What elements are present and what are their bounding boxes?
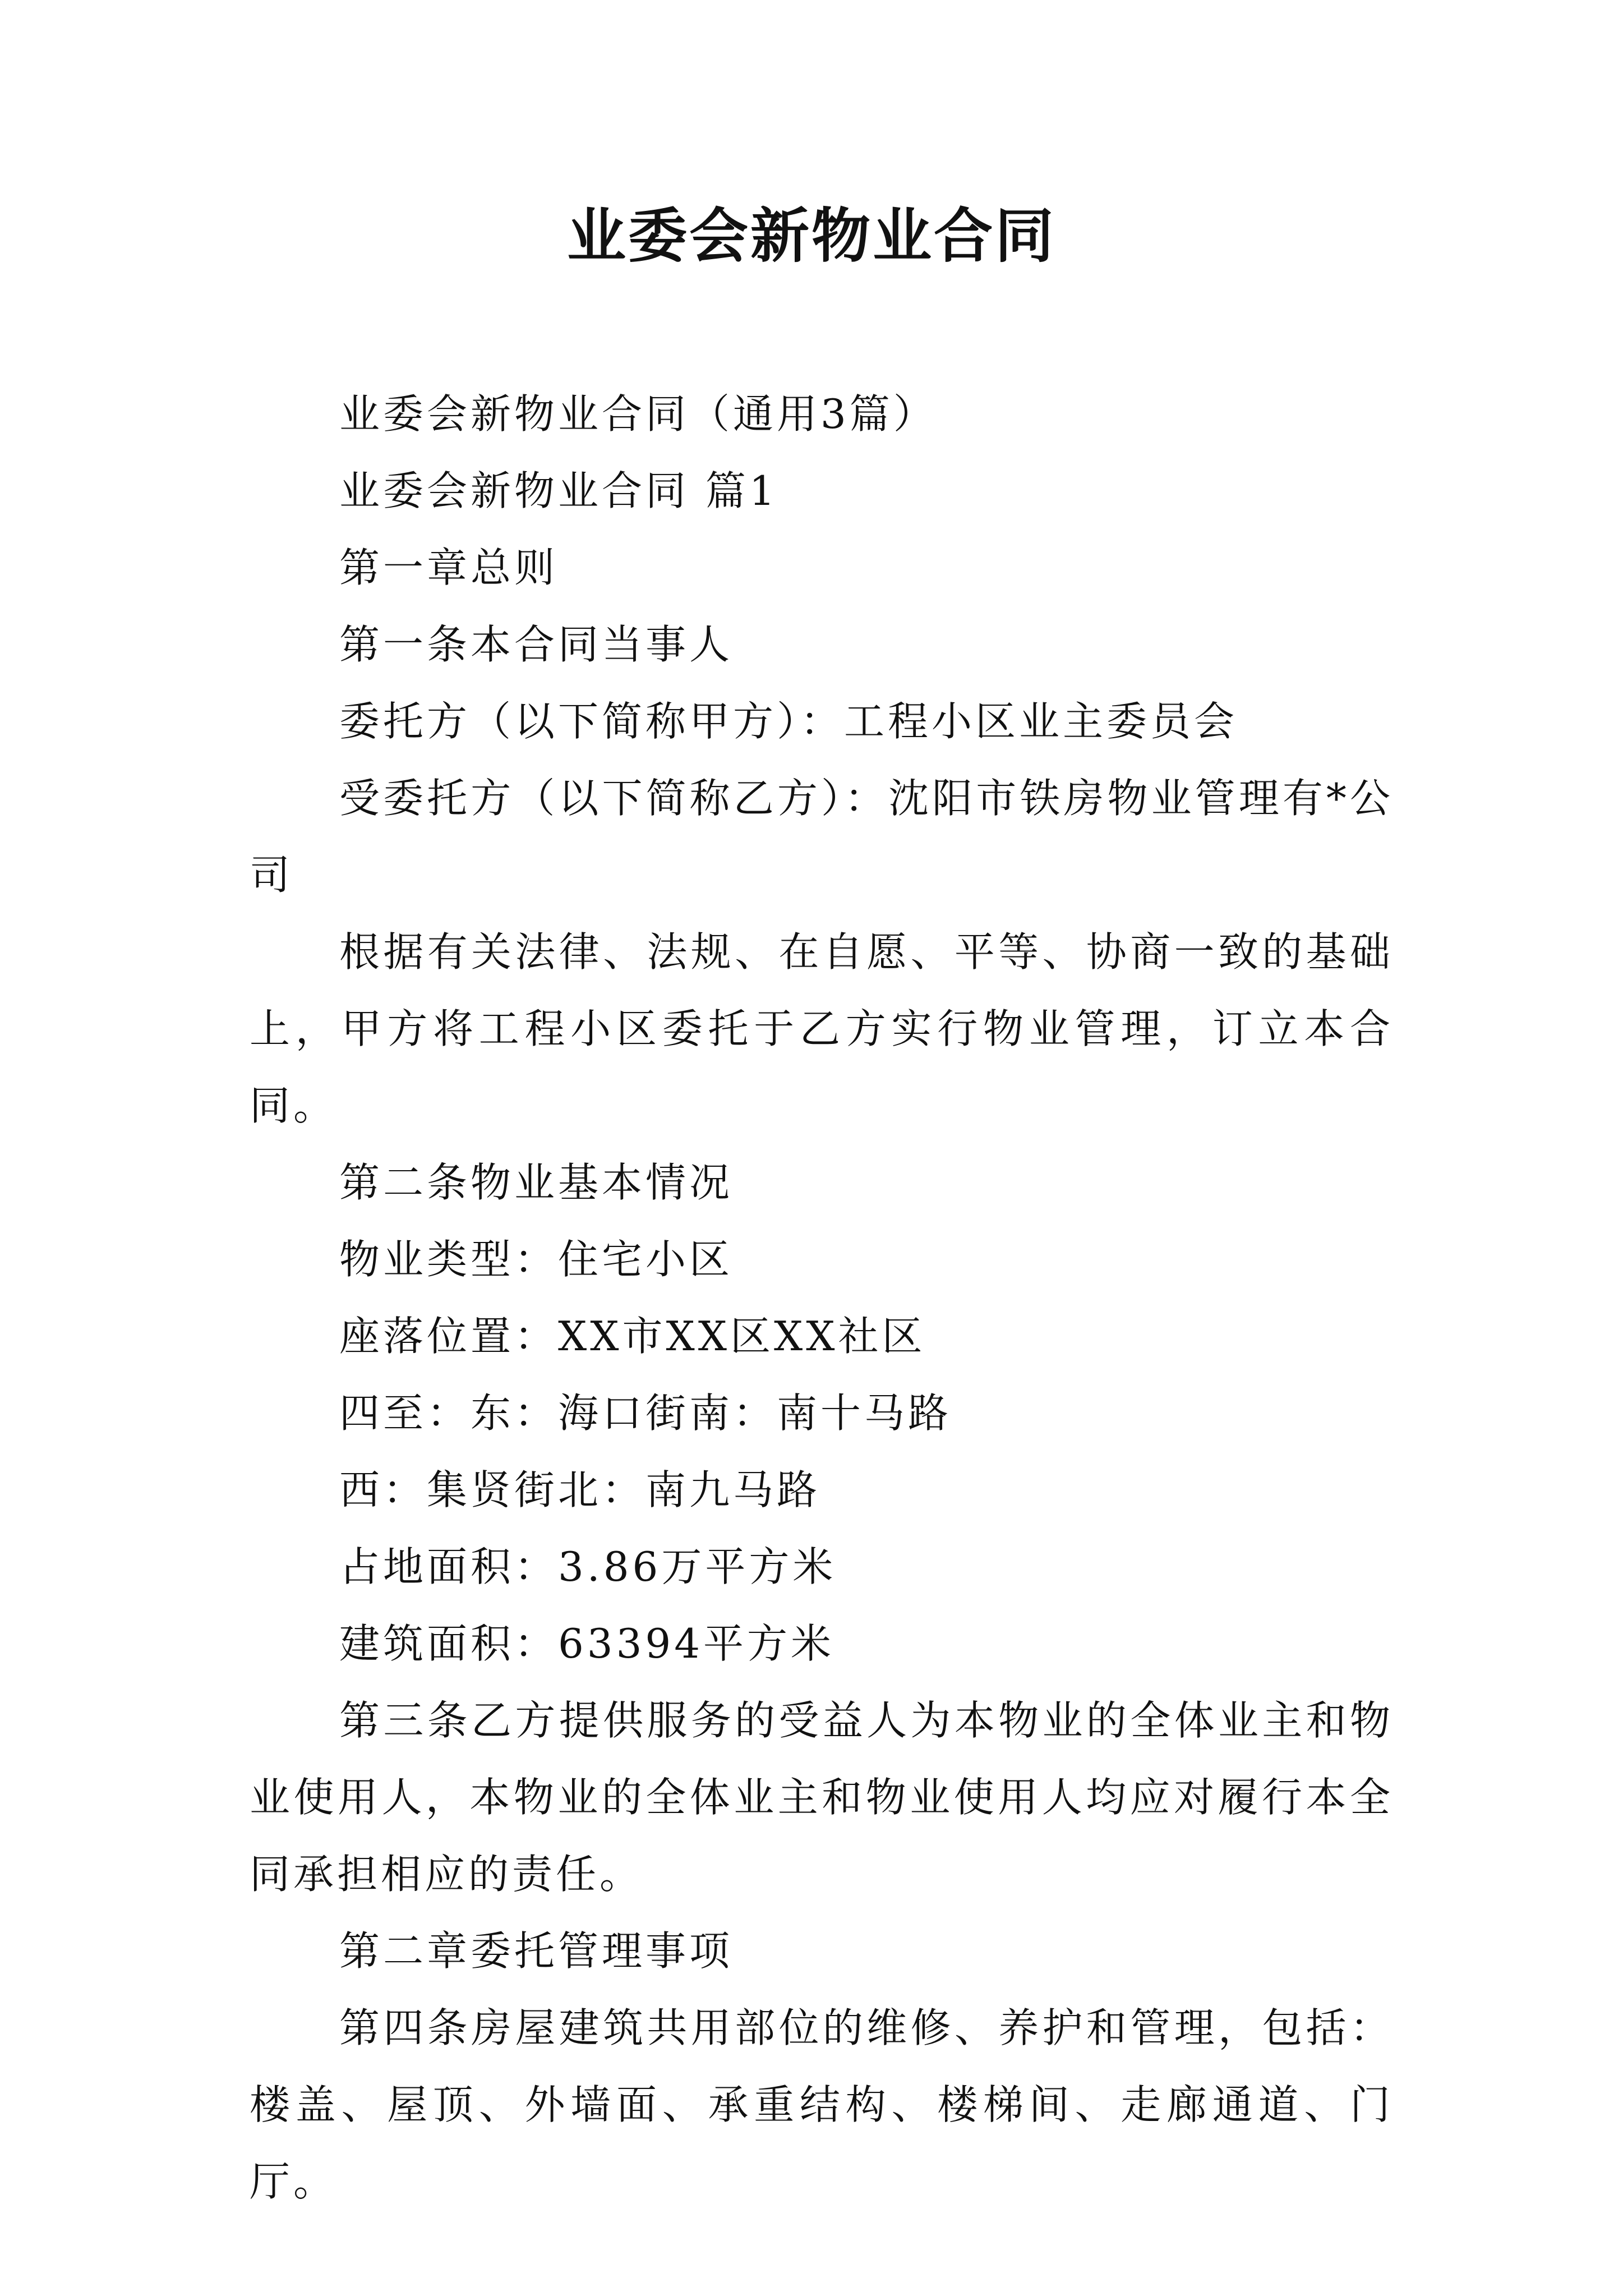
- paragraph: 物业类型：住宅小区: [339, 1236, 734, 1283]
- paragraph: 根据有关法律、法规、在自愿、平等、协商一致的基础上，甲方将工程小区委托于乙方实行物业管理，订立本合同。: [250, 928, 1394, 1129]
- paragraph: 建筑面积：63394平方米: [339, 1620, 835, 1667]
- paragraph: 第一条本合同当事人: [339, 621, 734, 668]
- paragraph: 业委会新物业合同（通用3篇）: [339, 390, 937, 438]
- document-title: 业委会新物业合同: [566, 201, 1056, 270]
- paragraph: 第三条乙方提供服务的受益人为本物业的全体业主和物业使用人，本物业的全体业主和物业使用人均应对履行本全同承担相应的责任。: [250, 1697, 1394, 1898]
- paragraph: 业委会新物业合同 篇1: [339, 467, 778, 514]
- paragraph: 受委托方（以下简称乙方）：沈阳市铁房物业管理有*公司: [250, 775, 1394, 899]
- paragraph: 第二章委托管理事项: [339, 1927, 734, 1975]
- document-body: [250, 376, 1394, 2220]
- paragraph: 四至：东：海口街南：南十马路: [339, 1389, 952, 1437]
- paragraph: 第一章总则: [339, 544, 559, 591]
- paragraph: 西：集贤街北：南九马路: [339, 1466, 821, 1513]
- paragraph: 座落位置：XX市XX区XX社区: [339, 1313, 926, 1360]
- paragraph: 委托方（以下简称甲方）：工程小区业主委员会: [339, 698, 1238, 745]
- paragraph: 第四条房屋建筑共用部位的维修、养护和管理，包括：楼盖、屋顶、外墙面、承重结构、楼梯间、走廊通道、门厅。: [250, 2004, 1394, 2205]
- paragraph: 占地面积：3.86万平方米: [339, 1543, 837, 1590]
- paragraph: 第二条物业基本情况: [339, 1159, 734, 1206]
